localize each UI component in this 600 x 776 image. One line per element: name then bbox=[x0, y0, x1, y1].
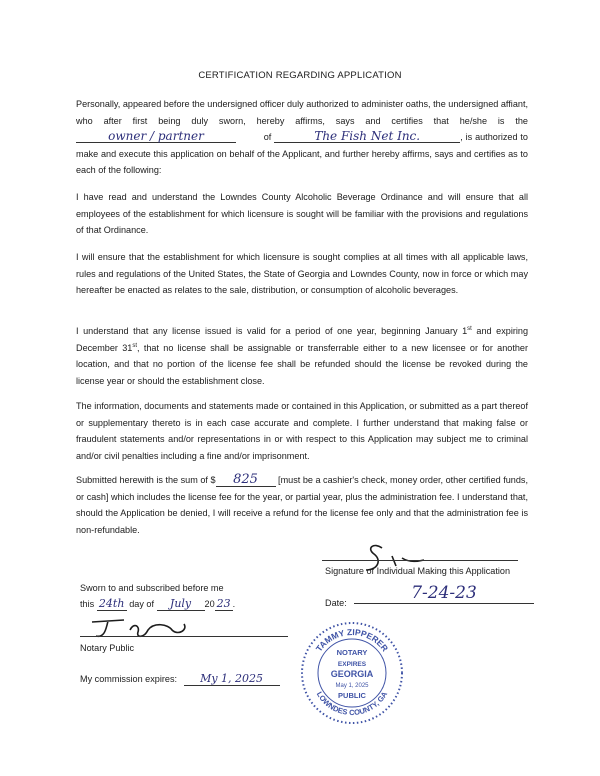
seal-name: TAMMY ZIPPERER bbox=[313, 626, 391, 654]
sworn-date-row bbox=[80, 598, 235, 611]
notary-label: Notary Public bbox=[80, 643, 135, 653]
company-field[interactable]: The Fish Net Inc. bbox=[274, 130, 460, 143]
sworn-period: . bbox=[232, 599, 236, 609]
seal-date: May 1, 2025 bbox=[335, 683, 369, 689]
date-label: Date: bbox=[325, 598, 347, 608]
license-term-text-b: and expiring December 31 bbox=[76, 326, 529, 353]
sup-st-2: st bbox=[132, 342, 138, 349]
date-field[interactable]: 7-24-23 bbox=[354, 583, 534, 604]
signature-line bbox=[322, 560, 518, 561]
is-label: , is bbox=[460, 132, 473, 142]
seal-expires: EXPIRES bbox=[337, 661, 367, 668]
ordinance-paragraph: I have read and understand the Lowndes County Alcoholic Beverage Ordinance and will ensure that all employees of the establishment for which licensure is sought will be familiar with the provisions and regulations of that Ordinance. bbox=[76, 192, 528, 235]
fee-paragraph bbox=[76, 472, 528, 538]
intro-text-2: authorized to make and execute this application on behalf of the Applicant, and further hereby affirms, says and certifies as to each of the following: bbox=[76, 132, 528, 175]
year-prefix: 20 bbox=[204, 599, 215, 609]
fee-text-b: [must be a cashier's check, money order, other certified funds, or cash] which includes the license fee for the year, or partial year, plus the administration fee. I understand that, should the Application be denied, I will receive a refund for the license fee only and that the administration fee is non-refundable. bbox=[76, 475, 528, 535]
license-term-text-c: , that no license shall be assignable or transferrable either to a new licensee or for another location, and that no portion of the license fee shall be refunded should the license be revoked during the license year or should the establishment close. bbox=[76, 342, 528, 386]
compliance-paragraph: I will ensure that the establishment for which licensure is sought complies at all times with all applicable laws, rules and regulations of the United States, the State of Georgia and Lowndes County, now in force or which may hereafter be enacted as relates to the sale, distribution, or consumption of alcoholic beverages. bbox=[76, 252, 528, 295]
page-title: CERTIFICATION REGARDING APPLICATION bbox=[198, 70, 402, 81]
intro-text: Personally, appeared before the undersigned officer duly authorized to administer oaths, the undersigned affiant, who after first being duly sworn, hereby affirms, says and certifies that he/she is the bbox=[76, 99, 528, 126]
fee-text-a: Submitted herewith is the sum of $ bbox=[76, 475, 216, 485]
seal-state: GEORGIA bbox=[330, 669, 374, 679]
notary-signature-line bbox=[80, 636, 288, 637]
notary-signature bbox=[88, 616, 198, 644]
seal-county: LOWNDES COUNTY, GA bbox=[314, 689, 390, 718]
role-field[interactable]: owner / partner bbox=[76, 130, 236, 143]
commission-label: My commission expires: bbox=[80, 674, 178, 684]
notary-seal bbox=[300, 621, 404, 725]
seal-notary: NOTARY bbox=[336, 648, 368, 657]
this-label: this bbox=[80, 599, 95, 609]
seal-public: PUBLIC bbox=[338, 691, 366, 700]
day-field[interactable]: 24th bbox=[97, 598, 127, 611]
accuracy-paragraph: The information, documents and statements made or contained in this Application, or submitted as a part thereof or supplementary thereto is in each case accurate and complete. I further understand that making false or fraudulent statements and/or representations in or with respect to this Application may subject me to criminal and/or civil penalties including a fine and/or imprisonment. bbox=[76, 401, 528, 461]
sworn-text: Sworn to and subscribed before me bbox=[80, 583, 224, 593]
of-label: of bbox=[263, 132, 272, 142]
commission-field[interactable]: My 1, 2025 bbox=[184, 673, 280, 686]
license-term-paragraph bbox=[76, 323, 528, 389]
signature-label: Signature of Individual Making this Application bbox=[325, 566, 511, 576]
year-field[interactable]: 23 bbox=[216, 597, 231, 610]
day-of-label: day of bbox=[129, 599, 154, 609]
intro-paragraph bbox=[76, 96, 528, 179]
sup-st-1: st bbox=[467, 325, 472, 332]
license-term-text-a: I understand that any license issued is valid for a period of one year, beginning January 1 bbox=[76, 326, 468, 336]
amount-field[interactable]: 825 bbox=[216, 474, 276, 487]
commission-row bbox=[80, 673, 280, 686]
month-field[interactable]: July bbox=[157, 598, 205, 611]
